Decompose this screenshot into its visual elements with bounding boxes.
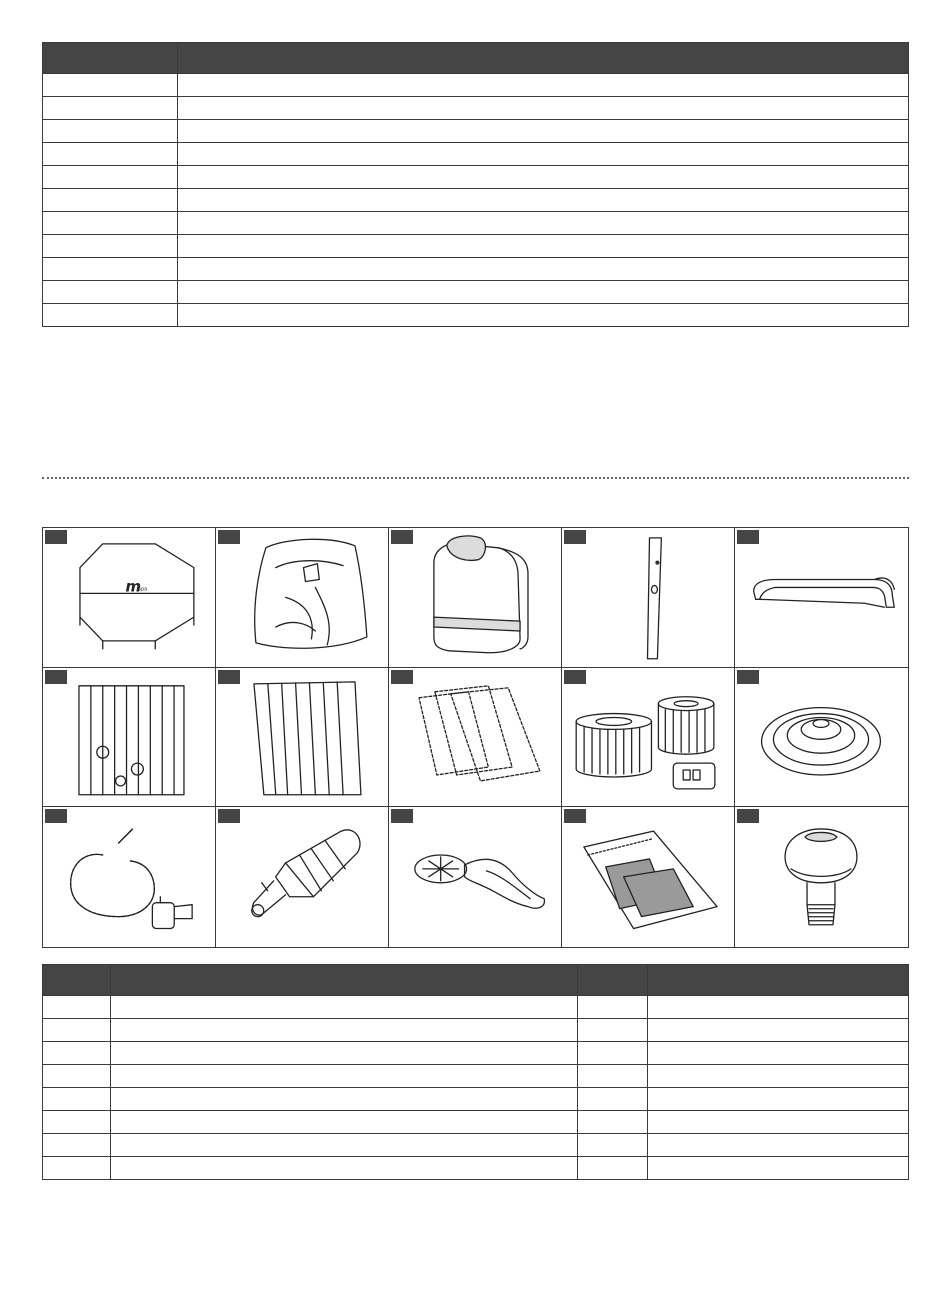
table-cell — [178, 235, 909, 258]
repair-patch-kit-icon — [562, 807, 734, 947]
part-cell — [216, 528, 389, 668]
table-cell — [578, 1134, 648, 1157]
table-cell — [111, 1157, 578, 1180]
floor-mat-icon — [389, 668, 561, 807]
part-cell — [735, 668, 908, 808]
table-cell — [178, 304, 909, 327]
support-pole-icon — [562, 528, 734, 667]
part-cell — [216, 668, 389, 808]
table-row — [43, 1111, 909, 1134]
table-cell — [578, 1157, 648, 1180]
table-row — [43, 996, 909, 1019]
table-cell — [43, 1019, 111, 1042]
table-cell — [648, 1134, 909, 1157]
table-cell — [43, 1088, 111, 1111]
table-cell — [111, 1111, 578, 1134]
chemical-floater-icon — [735, 807, 908, 947]
table-row — [43, 1134, 909, 1157]
section-divider — [42, 477, 909, 479]
table-row — [43, 235, 909, 258]
part-cell — [562, 668, 735, 808]
table-cell — [43, 1134, 111, 1157]
table-cell — [43, 97, 178, 120]
skimmer-net-icon — [389, 807, 561, 947]
column-header — [43, 43, 178, 74]
table-row — [43, 1019, 909, 1042]
part-cell — [389, 528, 562, 668]
table-cell — [178, 281, 909, 304]
part-cell — [735, 528, 908, 668]
table-cell — [178, 166, 909, 189]
table-row — [43, 281, 909, 304]
parts-grid — [42, 527, 909, 948]
table-cell — [178, 258, 909, 281]
table-cell — [648, 1019, 909, 1042]
table-cell — [178, 212, 909, 235]
table-cell — [43, 166, 178, 189]
table-cell — [43, 996, 111, 1019]
table-cell — [43, 1065, 111, 1088]
filter-cartridge-icon — [562, 668, 734, 807]
part-cell — [562, 807, 735, 947]
table-cell — [43, 235, 178, 258]
bar-clip-icon — [735, 528, 908, 667]
table-cell — [648, 1065, 909, 1088]
table-row — [43, 143, 909, 166]
table-cell — [43, 212, 178, 235]
inflation-hose-icon — [43, 807, 215, 947]
specification-table — [42, 42, 909, 327]
table-cell — [648, 996, 909, 1019]
table-row — [43, 212, 909, 235]
table-row — [43, 304, 909, 327]
parts-list-table — [42, 964, 909, 1180]
table-cell — [43, 120, 178, 143]
table-cell — [43, 258, 178, 281]
table-cell — [43, 281, 178, 304]
column-header — [578, 965, 648, 996]
table-cell — [111, 1088, 578, 1111]
table-cell — [43, 189, 178, 212]
table-row — [43, 97, 909, 120]
table-cell — [578, 1042, 648, 1065]
control-unit-icon — [389, 528, 561, 667]
column-header — [178, 43, 909, 74]
table-cell — [578, 1065, 648, 1088]
insulation-panel-icon — [216, 668, 388, 807]
table-cell — [43, 1042, 111, 1065]
inflatable-liner-icon — [216, 528, 388, 667]
part-cell — [216, 807, 389, 947]
table-row — [43, 120, 909, 143]
table-cell — [111, 1019, 578, 1042]
table-cell — [43, 1111, 111, 1134]
spa-cover-icon — [43, 528, 215, 667]
column-header — [43, 965, 111, 996]
part-cell — [43, 668, 216, 808]
part-cell — [389, 668, 562, 808]
table-cell — [178, 74, 909, 97]
table-cell — [178, 143, 909, 166]
table-row — [43, 1042, 909, 1065]
table-cell — [178, 120, 909, 143]
part-cell — [389, 807, 562, 947]
table-row — [43, 189, 909, 212]
brand-logo: m — [125, 577, 142, 596]
brand-logo-sub: spa — [138, 586, 148, 593]
table-cell — [111, 1065, 578, 1088]
table-cell — [648, 1042, 909, 1065]
table-cell — [43, 304, 178, 327]
table-cell — [578, 1111, 648, 1134]
table-cell — [648, 1157, 909, 1180]
table-cell — [578, 1019, 648, 1042]
table-row — [43, 1065, 909, 1088]
part-cell — [43, 807, 216, 947]
column-header — [111, 965, 578, 996]
table-row — [43, 166, 909, 189]
table-row — [43, 74, 909, 97]
ground-cloth-icon — [735, 668, 908, 807]
table-cell — [648, 1111, 909, 1134]
pressure-gauge-icon — [216, 807, 388, 947]
table-cell — [578, 1088, 648, 1111]
part-cell — [562, 528, 735, 668]
table-cell — [43, 143, 178, 166]
table-header-row — [43, 43, 909, 74]
table-cell — [178, 189, 909, 212]
table-cell — [111, 1042, 578, 1065]
part-cell — [43, 528, 216, 668]
wall-panel-icon — [43, 668, 215, 807]
table-row — [43, 1157, 909, 1180]
table-cell — [43, 74, 178, 97]
table-cell — [178, 97, 909, 120]
table-row — [43, 258, 909, 281]
table-cell — [43, 1157, 111, 1180]
table-cell — [111, 1134, 578, 1157]
table-cell — [111, 996, 578, 1019]
column-header — [648, 965, 909, 996]
part-cell — [735, 807, 908, 947]
table-cell — [648, 1088, 909, 1111]
table-header-row — [43, 965, 909, 996]
table-row — [43, 1088, 909, 1111]
table-cell — [578, 996, 648, 1019]
